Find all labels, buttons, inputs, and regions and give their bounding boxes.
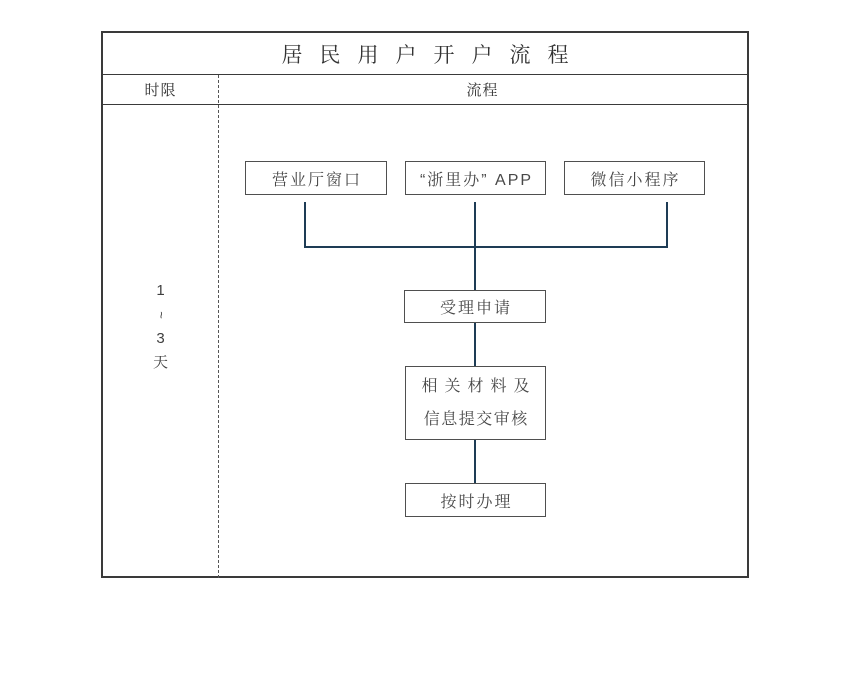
connector-gather-bar	[304, 246, 668, 248]
connector-left-channel-stub	[304, 202, 306, 248]
channel-box-zheliban-app: “浙里办” APP	[405, 161, 546, 195]
channel-box-business-hall-window: 营业厅窗口	[245, 161, 387, 195]
header-time-limit: 时限	[144, 82, 177, 99]
review-line-1: 相关材料及	[421, 378, 537, 395]
time-limit-value	[103, 279, 218, 375]
table-header-row	[103, 75, 747, 105]
time-limit-unit-day: 天	[152, 354, 168, 371]
page-title: 居民用户开户流程	[281, 43, 586, 67]
review-line-2: 信息提交审核	[423, 411, 529, 428]
time-limit-digit-3: 3	[156, 330, 165, 347]
connector-accept-to-review	[474, 323, 476, 366]
channel-box-wechat-miniprogram: 微信小程序	[564, 161, 705, 195]
column-divider-dashed-line	[218, 75, 219, 578]
step-box-material-info-review	[405, 366, 546, 440]
time-limit-range-tilde: ~	[153, 311, 169, 319]
header-process: 流程	[466, 82, 499, 99]
title-row	[103, 33, 747, 75]
connector-right-channel-stub	[666, 202, 668, 248]
step-box-timely-processing: 按时办理	[405, 483, 546, 517]
connector-review-to-handle	[474, 440, 476, 483]
flowchart-frame	[101, 31, 749, 578]
step-box-accept-application: 受理申请	[404, 290, 546, 323]
time-limit-digit-1: 1	[156, 282, 165, 299]
